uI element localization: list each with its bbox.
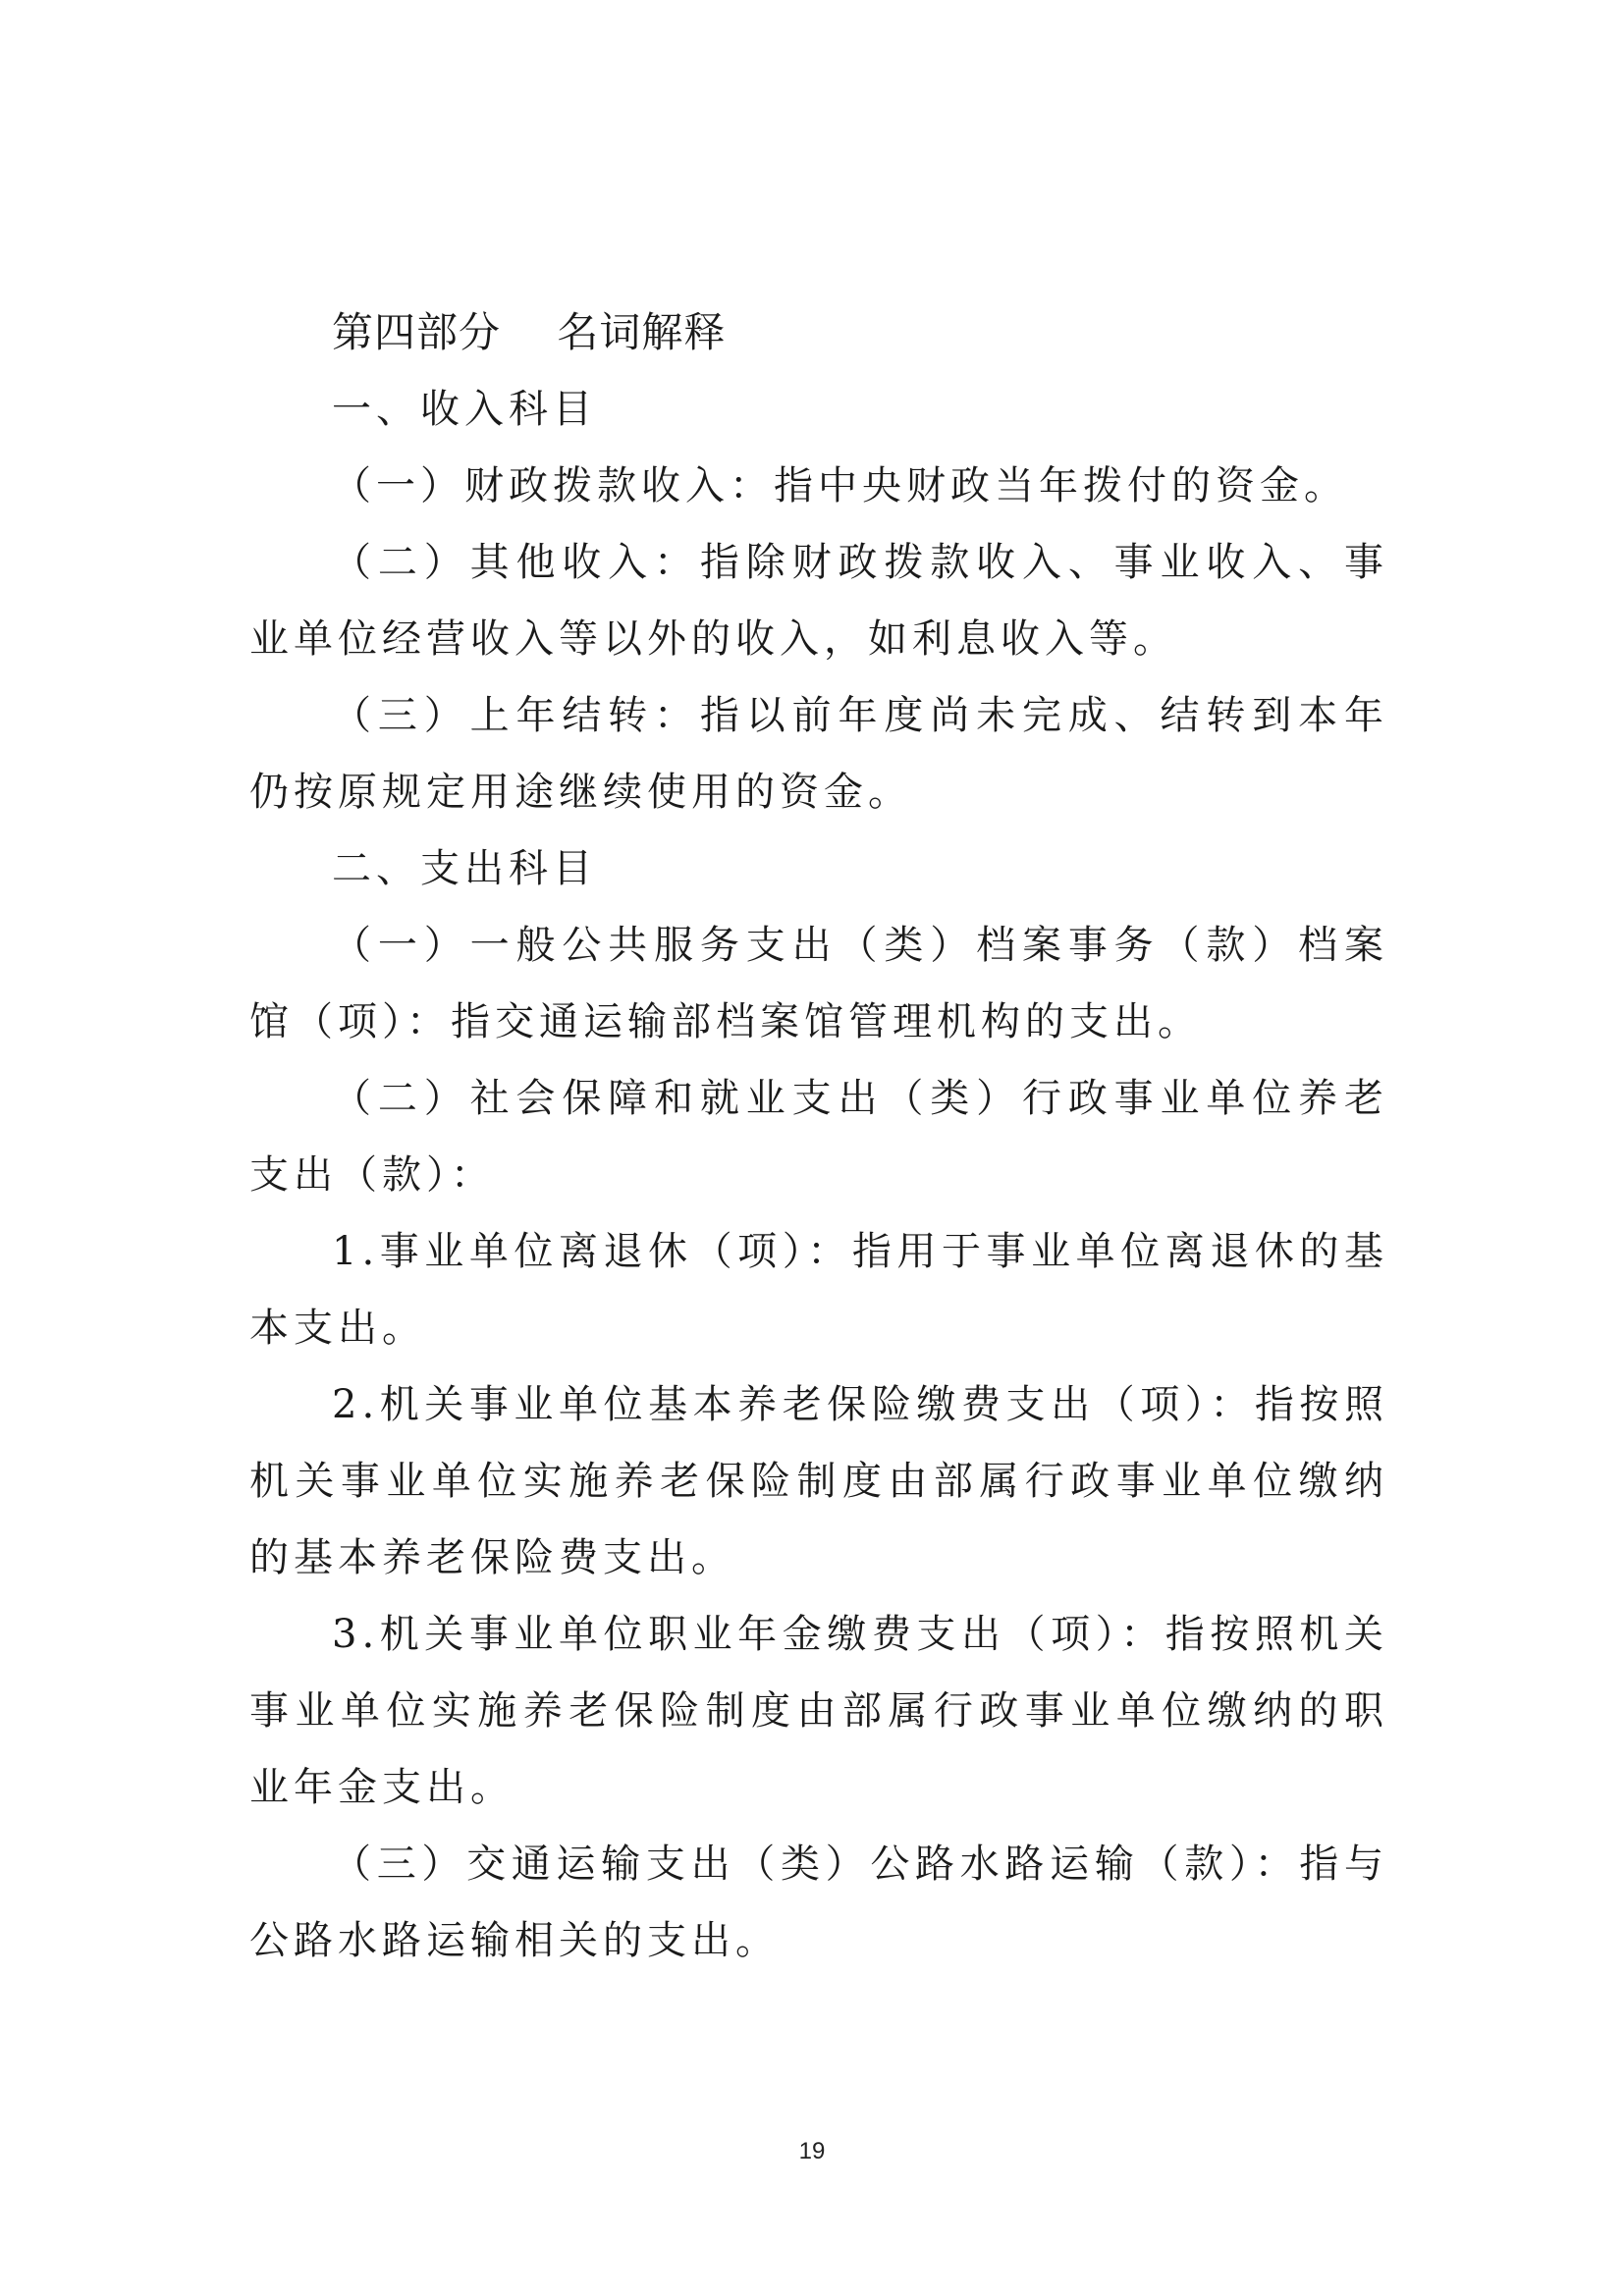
paragraph-fiscal-appropriation-income: （一）财政拨款收入：指中央财政当年拨付的资金。 [332,463,1348,508]
paragraph-transportation: （三）交通运输支出（类）公路水路运输（款）：指与公路水路运输相关的支出。 [249,1842,1388,1963]
paragraph-occupational-annuity: 3.机关事业单位职业年金缴费支出（项）：指按照机关事业单位实施养老保险制度由部属行政事业单位缴纳的职业年金支出。 [249,1612,1388,1810]
paragraph-social-security-employment: （二）社会保障和就业支出（类）行政事业单位养老支出（款）： [249,1076,1388,1198]
paragraph-retirement: 1.事业单位离退休（项）：指用于事业单位离退休的基本支出。 [249,1229,1388,1351]
subsection-title-expenditure: 二、支出科目 [332,846,597,891]
section-heading: 第四部分 名词解释 [332,308,727,356]
page-number: 19 [798,2138,826,2164]
paragraph-basic-pension-insurance: 2.机关事业单位基本养老保险缴费支出（项）：指按照机关事业单位实施养老保险制度由部属行政事业单位缴纳的基本养老保险费支出。 [249,1382,1388,1580]
paragraph-other-income: （二）其他收入：指除财政拨款收入、事业收入、事业单位经营收入等以外的收入，如利息收入等。 [249,540,1388,662]
subsection-title-income: 一、收入科目 [332,387,597,432]
paragraph-prior-year-carryover: （三）上年结转：指以前年度尚未完成、结转到本年仍按原规定用途继续使用的资金。 [249,693,1388,815]
document-body [249,294,1388,1979]
paragraph-general-public-services: （一）一般公共服务支出（类）档案事务（款）档案馆（项）：指交通运输部档案馆管理机构的支出。 [249,923,1388,1044]
